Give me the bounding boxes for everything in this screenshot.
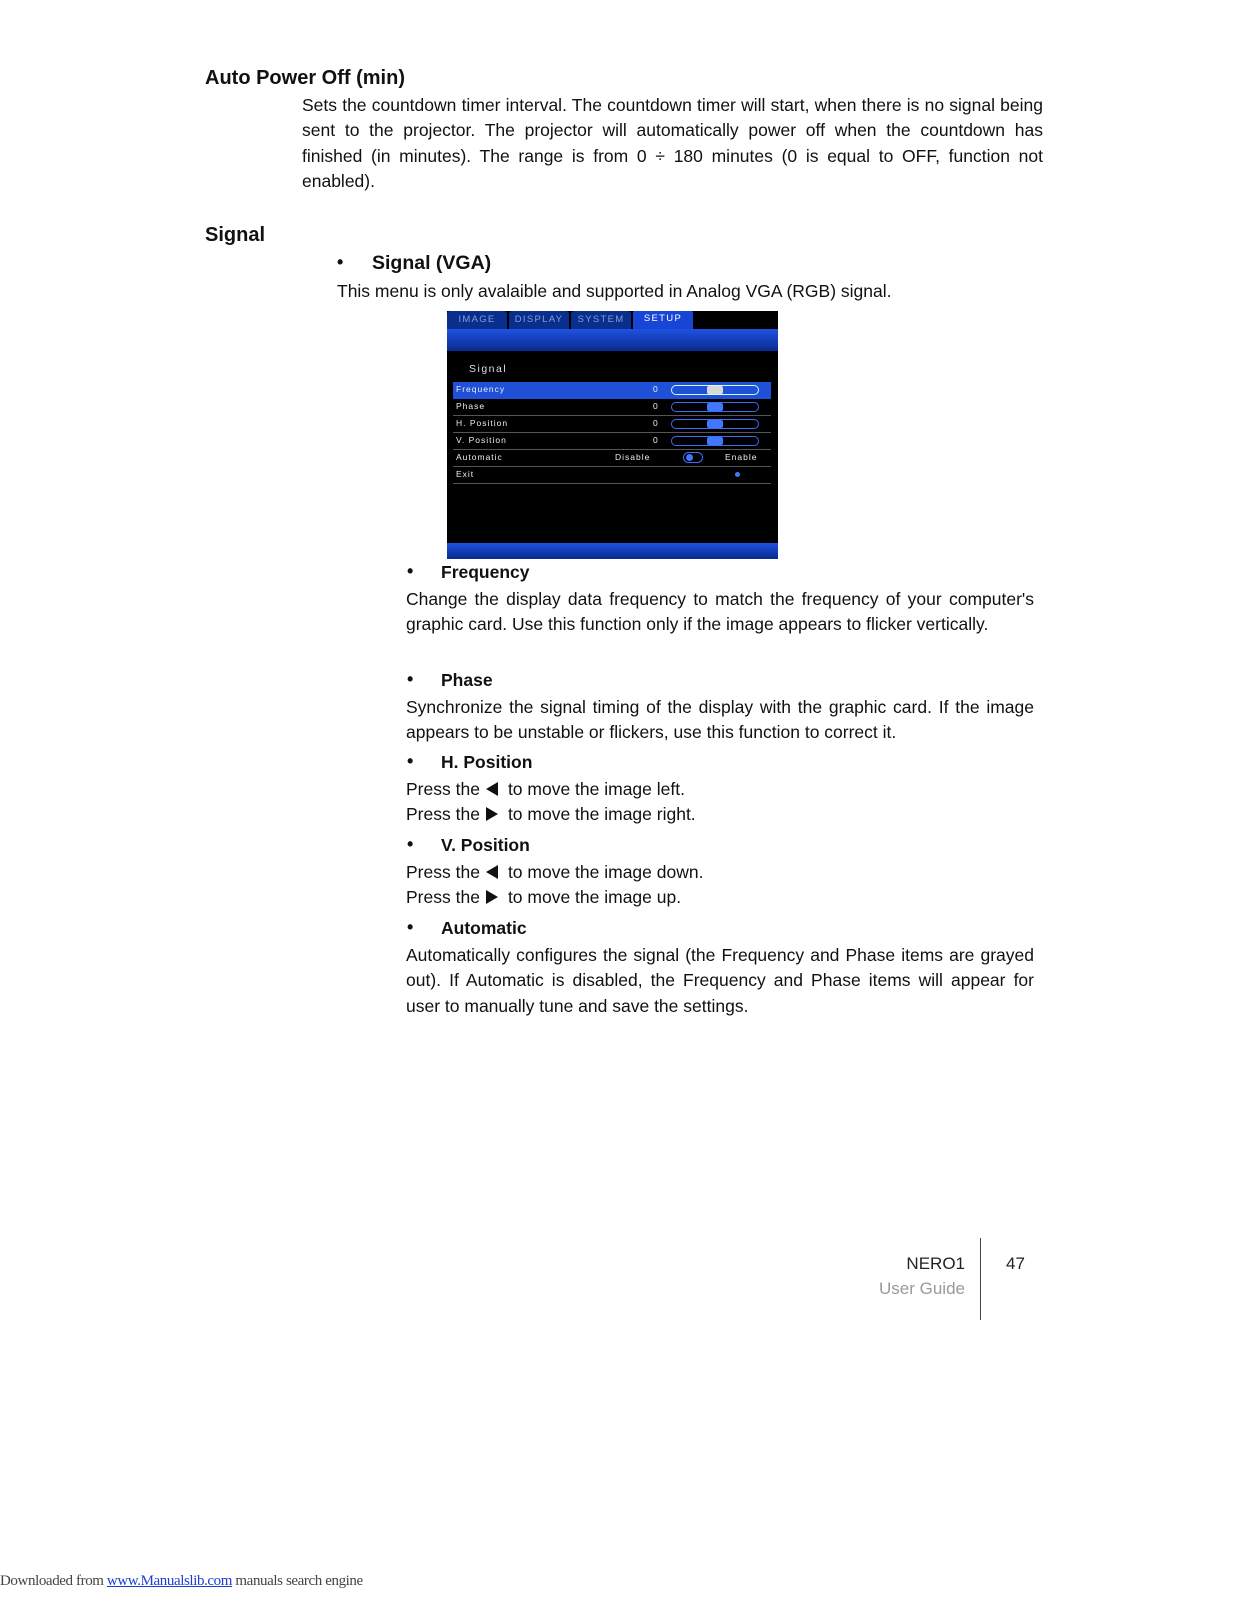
enter-icon — [735, 472, 740, 477]
arrow-left-icon — [486, 865, 498, 879]
auto-power-off-paragraph: Sets the countdown timer interval. The countdown timer will start, when there is no signal being sent to the projector. The projector will automatically power off when the countdown has finished (in minutes). The range is from 0 ÷ 180 minutes (0 is equal to OFF, function not enabled). — [302, 95, 1043, 191]
osd-slider[interactable] — [671, 385, 759, 395]
press-the-text: Press the — [406, 887, 480, 907]
osd-slider-knob[interactable] — [707, 420, 723, 428]
item-title-phase: Phase — [441, 670, 493, 690]
page-number: 47 — [1006, 1254, 1025, 1273]
osd-slider-knob[interactable] — [707, 437, 723, 445]
instruction-text: to move the image up. — [507, 887, 682, 907]
item-line-v-up — [406, 885, 681, 910]
osd-tab-image[interactable]: IMAGE — [447, 311, 507, 329]
bullet-icon: • — [407, 751, 414, 771]
osd-row-frequency[interactable] — [453, 382, 771, 399]
osd-row-exit[interactable] — [453, 467, 771, 484]
osd-toggle-knob — [686, 454, 693, 461]
osd-row-phase[interactable] — [453, 399, 771, 416]
osd-header-band — [447, 329, 778, 351]
item-body-phase: Synchronize the signal timing of the display with the graphic card. If the image appears to be unstable or flickers, use this function to correct it. — [406, 697, 1034, 743]
item-title-v-position: V. Position — [441, 835, 530, 855]
osd-slider-knob[interactable] — [707, 386, 723, 394]
osd-slider[interactable] — [671, 436, 759, 446]
osd-row-label: Frequency — [456, 384, 506, 394]
sub-heading-signal-vga: Signal (VGA) — [372, 252, 492, 274]
osd-tab-system[interactable]: SYSTEM — [571, 311, 631, 329]
download-prefix: Downloaded from — [0, 1573, 107, 1589]
manualslib-link[interactable]: www.Manualslib.com — [106, 1573, 233, 1589]
osd-row-label: H. Position — [456, 418, 509, 428]
arrow-right-icon — [486, 890, 498, 904]
osd-tab-setup[interactable]: SETUP — [633, 311, 693, 329]
press-the-text: Press the — [406, 862, 480, 882]
bullet-icon: • — [407, 669, 414, 689]
instruction-text: to move the image left. — [507, 779, 685, 799]
osd-row-value: 0 — [653, 418, 658, 428]
footer-model: NERO1 — [906, 1254, 965, 1273]
osd-tab-bar — [447, 311, 778, 329]
osd-row-label: Phase — [456, 401, 486, 411]
instruction-text: to move the image right. — [507, 804, 696, 824]
osd-row-v-position[interactable] — [453, 433, 771, 450]
footer-guide: User Guide — [879, 1279, 965, 1298]
osd-slider-knob[interactable] — [707, 403, 723, 411]
bullet-icon: • — [407, 834, 414, 854]
item-title-automatic: Automatic — [441, 918, 527, 938]
item-line-h-left — [406, 777, 685, 802]
osd-row-value: 0 — [653, 401, 658, 411]
osd-toggle-switch[interactable] — [683, 452, 703, 463]
osd-footer-band — [447, 543, 778, 559]
press-the-text: Press the — [406, 804, 480, 824]
item-line-h-right — [406, 802, 696, 827]
item-title-frequency: Frequency — [441, 562, 530, 582]
arrow-right-icon — [486, 807, 498, 821]
press-the-text: Press the — [406, 779, 480, 799]
section-heading-signal: Signal — [205, 224, 266, 246]
instruction-text: to move the image down. — [507, 862, 704, 882]
download-suffix: manuals search engine — [232, 1573, 363, 1589]
osd-row-automatic[interactable] — [453, 450, 771, 467]
item-line-v-down — [406, 860, 703, 885]
bullet-icon: • — [407, 561, 414, 581]
osd-tab-display[interactable]: DISPLAY — [509, 311, 569, 329]
osd-slider[interactable] — [671, 419, 759, 429]
footer-divider — [980, 1238, 981, 1320]
osd-row-h-position[interactable] — [453, 416, 771, 433]
osd-row-label: Automatic — [456, 452, 503, 462]
osd-row-value: 0 — [653, 384, 658, 394]
signal-intro: This menu is only avalaible and supported in Analog VGA (RGB) signal. — [337, 281, 892, 301]
osd-option-disable[interactable]: Disable — [615, 452, 651, 462]
osd-menu-screenshot — [447, 311, 778, 559]
bullet-icon: • — [407, 917, 414, 937]
bullet-icon: • — [337, 252, 344, 272]
osd-row-label: V. Position — [456, 435, 507, 445]
osd-row-label: Exit — [456, 469, 475, 479]
osd-option-enable[interactable]: Enable — [725, 452, 758, 462]
arrow-left-icon — [486, 782, 498, 796]
section-heading-auto-power-off: Auto Power Off (min) — [205, 67, 405, 89]
osd-title: Signal — [469, 363, 508, 375]
download-attribution — [0, 1573, 363, 1590]
item-body-frequency: Change the display data frequency to match the frequency of your computer's graphic card. Use this function only if the image appears to flicker vertically. — [406, 589, 1034, 635]
item-title-h-position: H. Position — [441, 752, 533, 772]
osd-slider[interactable] — [671, 402, 759, 412]
item-body-automatic: Automatically configures the signal (the Frequency and Phase items are grayed out). If Automatic is disabled, the Frequency and Phase items will appear for user to manually tune and save the settings. — [406, 945, 1034, 1016]
osd-row-value: 0 — [653, 435, 658, 445]
